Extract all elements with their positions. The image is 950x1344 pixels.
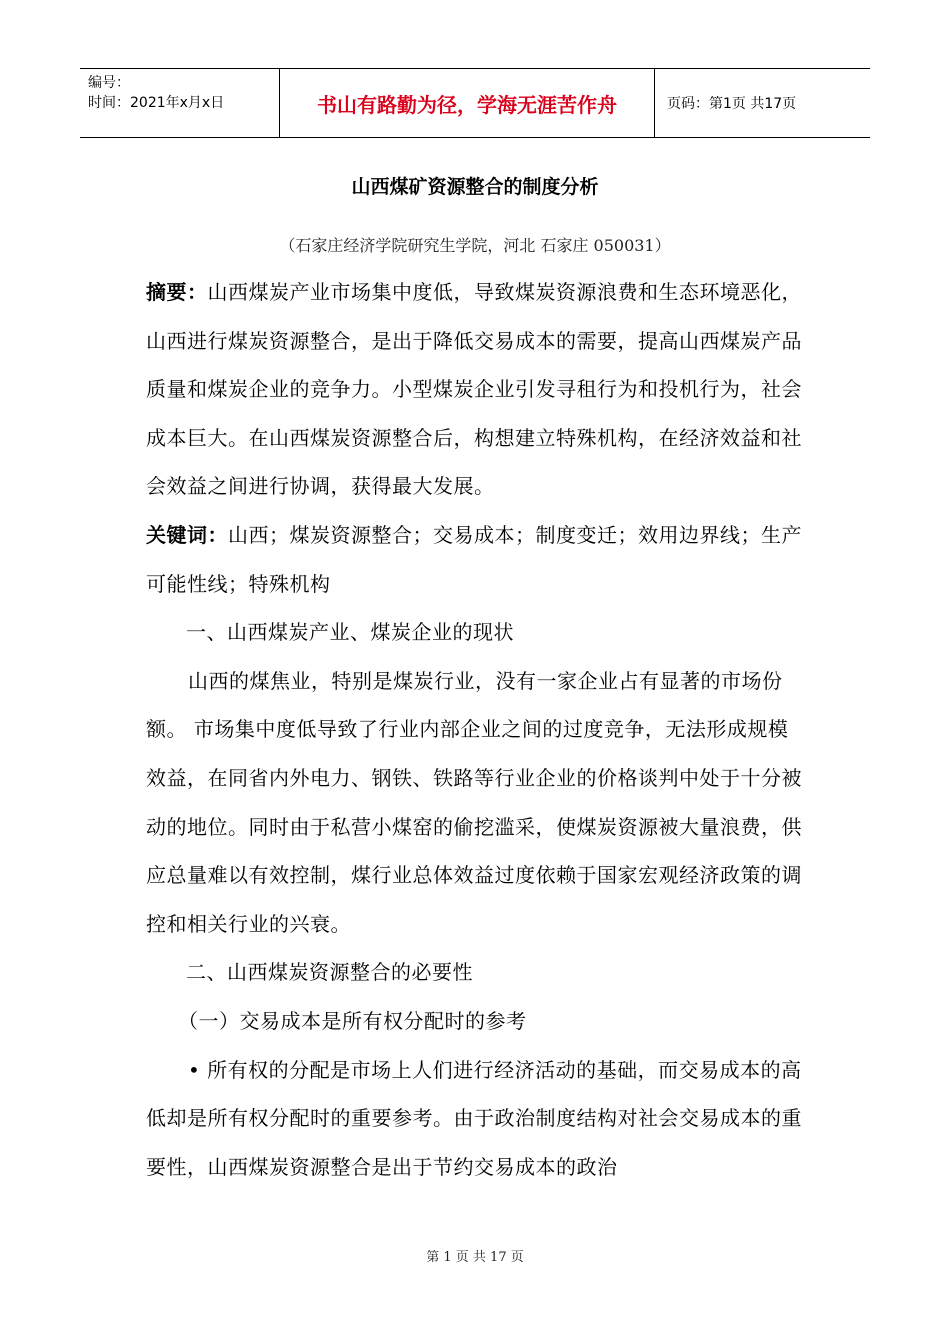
header-motto: 书山有路勤为径，学海无涯苦作舟 (280, 69, 655, 137)
section2-paragraph: • 所有权的分配是市场上人们进行经济活动的基础，而交易成本的高低却是所有权分配时的重要参考。由于政治制度结构对社会交易成本的重要性，山西煤炭资源整合是出于节约交易成本的政治 (146, 1057, 802, 1179)
section2-subheading: （一）交易成本是所有权分配时的参考 (178, 1008, 527, 1033)
abstract-label: 摘要： (146, 280, 208, 304)
document-body (146, 268, 806, 1191)
keywords-paragraph (146, 511, 806, 608)
keywords-text: 山西；煤炭资源整合；交易成本；制度变迁；效用边界线；生产可能性线；特殊机构 (146, 522, 802, 596)
section1-heading: 一、山西煤炭产业、煤炭企业的现状 (186, 620, 514, 645)
header-page-info: 页码：第1页 共17页 (667, 96, 797, 112)
author-affiliation: （石家庄经济学院研究生学院，河北 石家庄 050031） (279, 236, 671, 255)
abstract-text: 山西煤炭产业市场集中度低，导致煤炭资源浪费和生态环境恶化，山西进行煤炭资源整合，是出于降低交易成本的需要，提高山西煤炭产品质量和煤炭企业的竞争力。小型煤炭企业引发寻租行为和投机行为，社会成本巨大。在山西煤炭资源整合后，构想建立特殊机构，在经济效益和社会效益之间进行协调，获得最大发展。 (146, 280, 802, 499)
section2-heading: 二、山西煤炭资源整合的必要性 (186, 960, 473, 985)
keywords-label: 关键词： (146, 522, 228, 547)
number-label: 编号： (88, 75, 130, 91)
header-meta (80, 69, 280, 137)
time-label: 时间：2021年x月x日 (88, 95, 225, 111)
document-title: 山西煤矿资源整合的制度分析 (351, 176, 599, 198)
abstract-paragraph (146, 268, 806, 511)
page-footer: 第 1 页 共 17 页 (426, 1250, 524, 1265)
document-header (80, 68, 870, 138)
section1-paragraph: 山西的煤焦业，特别是煤炭行业，没有一家企业占有显著的市场份额。 市场集中度低导致了行业内部企业之间的过度竞争，无法形成规模效益，在同省内外电力、钢铁、铁路等行业企业的价格谈判中处于十分被动的地位。同时由于私营小煤窑的偷挖滥采，使煤炭资源被大量浪费，供应总量难以有效控制，煤行业总体效益过度依赖于国家宏观经济政策的调控和相关行业的兴衰。 (146, 668, 802, 936)
